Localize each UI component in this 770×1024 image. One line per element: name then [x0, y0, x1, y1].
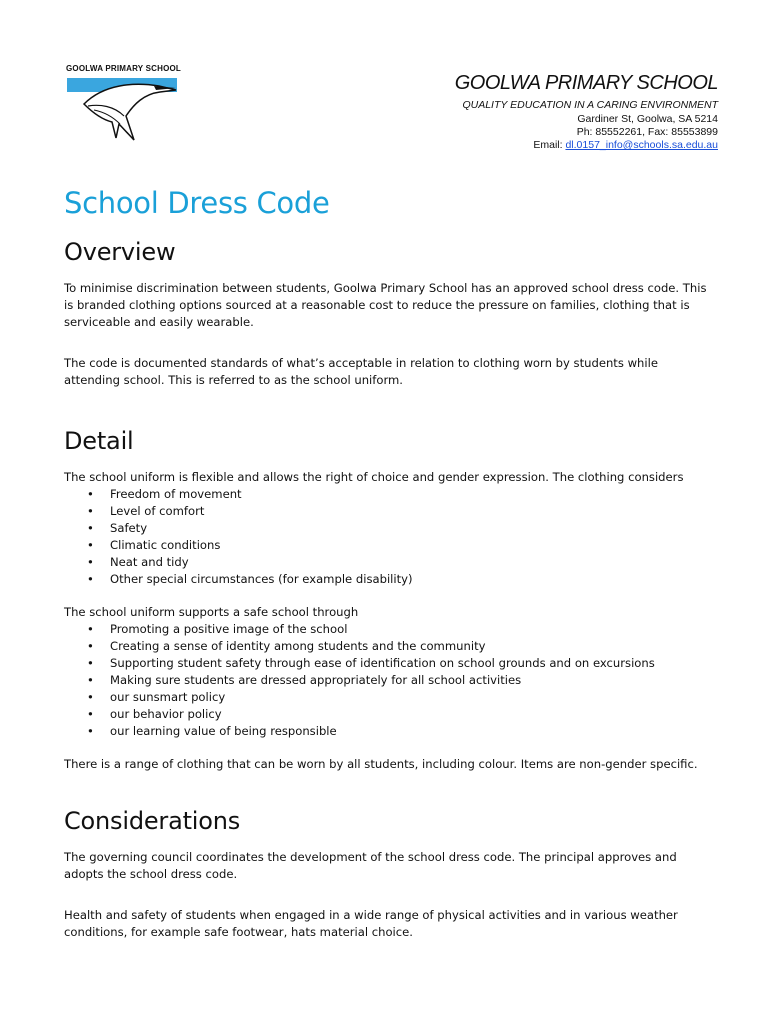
email-label: Email: [533, 139, 566, 151]
list-item: • our behavior policy [110, 706, 714, 723]
address: Gardiner St, Goolwa, SA 5214 [577, 113, 718, 125]
list-item: • Safety [110, 520, 714, 537]
detail-intro-2: The school uniform supports a safe school through [64, 605, 359, 619]
tagline: QUALITY EDUCATION IN A CARING ENVIRONMENT [462, 99, 718, 111]
list-item: • our sunsmart policy [110, 689, 714, 706]
considerations-paragraph-1: The governing council coordinates the development of the school dress code. The principal approves and adopts the school dress code. [64, 850, 677, 881]
list-item: • Supporting student safety through ease of identification on school grounds and on excursions [110, 655, 714, 672]
list-item: • our learning value of being responsible [110, 723, 714, 740]
logo-text: GOOLWA PRIMARY SCHOOL [66, 64, 182, 73]
list-item: • Climatic conditions [110, 537, 714, 554]
overview-heading: Overview [64, 238, 176, 266]
list-item: • Freedom of movement [110, 486, 714, 503]
supports-list [64, 621, 714, 740]
list-item: • Other special circumstances (for example disability) [110, 571, 714, 588]
list-item: • Neat and tidy [110, 554, 714, 571]
letterhead [455, 72, 718, 152]
list-item: • Level of comfort [110, 503, 714, 520]
email-line [455, 139, 718, 152]
considers-list [64, 486, 714, 588]
document-body [64, 186, 714, 941]
detail-heading: Detail [64, 427, 134, 455]
phone-fax: Ph: 85552261, Fax: 85553899 [576, 126, 718, 138]
list-item: • Promoting a positive image of the school [110, 621, 714, 638]
page-title: School Dress Code [64, 186, 330, 220]
school-name: GOOLWA PRIMARY SCHOOL [454, 72, 718, 94]
overview-paragraph-1: To minimise discrimination between students, Goolwa Primary School has an approved school dress code. This is branded clothing options sourced at a reasonable cost to reduce the pressure on families, clothing that is serviceable and easily wearable. [64, 281, 707, 329]
overview-paragraph-2: The code is documented standards of what’s acceptable in relation to clothing worn by students while attending school. This is referred to as the school uniform. [64, 356, 658, 387]
list-item: • Making sure students are dressed appropriately for all school activities [110, 672, 714, 689]
detail-intro-1: The school uniform is flexible and allows the right of choice and gender expression. The clothing considers [64, 470, 684, 484]
list-item: • Creating a sense of identity among students and the community [110, 638, 714, 655]
email-link[interactable]: dl.0157_info@schools.sa.edu.au [565, 139, 718, 151]
considerations-heading: Considerations [64, 807, 241, 835]
detail-closing: There is a range of clothing that can be worn by all students, including colour. Items are non-gender specific. [64, 757, 698, 771]
considerations-paragraph-2: Health and safety of students when engaged in a wide range of physical activities and in various weather conditions, for example safe footwear, hats material choice. [64, 908, 678, 939]
school-logo [64, 64, 182, 142]
